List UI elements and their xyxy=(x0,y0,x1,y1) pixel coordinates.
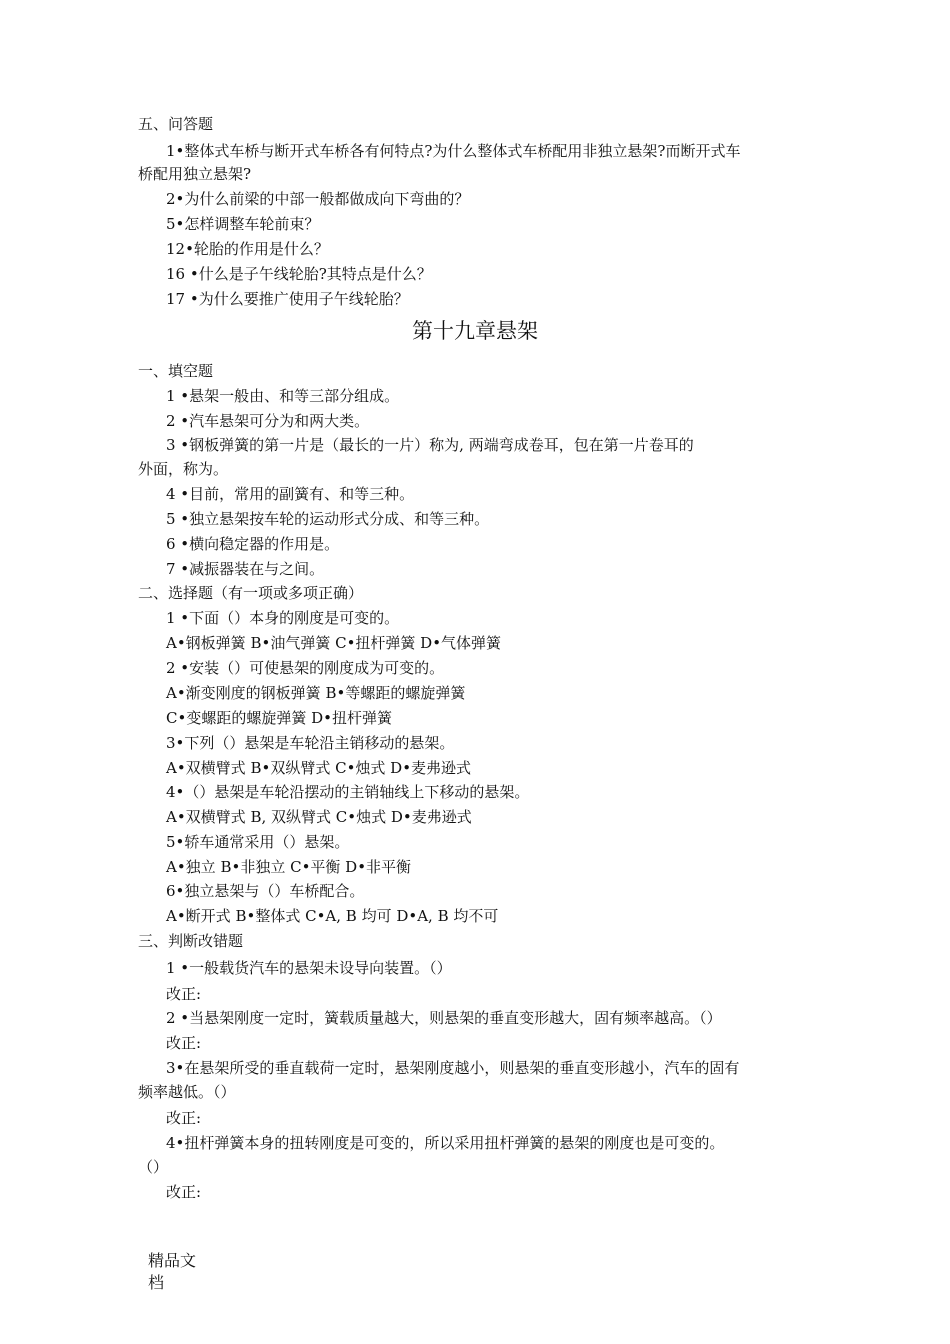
footer-line: 档 xyxy=(148,1273,165,1292)
question-text: 2 •当悬架刚度一定时，簧载质量越大，则悬架的垂直变形越大，固有频率越高。（） xyxy=(166,1009,722,1027)
section-heading-judge: 三、判断改错题 xyxy=(138,932,244,950)
question-text: 5•怎样调整车轮前束？ xyxy=(166,215,320,233)
question-text: 频率越低。（） xyxy=(138,1083,236,1101)
options-text: A•独立 B•非独立 C•平衡 D•非平衡 xyxy=(166,858,412,876)
options-text: A•断开式 B•整体式 C•A, B 均可 D•A, B 均不可 xyxy=(166,907,499,925)
correction-label: 改正: xyxy=(166,1183,202,1201)
footer-line: 精品文 xyxy=(148,1251,197,1270)
question-text: 1•整体式车桥与断开式车桥各有何特点?为什么整体式车桥配用非独立悬架?而断开式车 xyxy=(166,142,741,160)
footer-watermark xyxy=(148,1250,196,1294)
options-text: A•双横臂式 B•双纵臂式 C•烛式 D•麦弗逊式 xyxy=(166,759,472,777)
question-text: 1 •一般载货汽车的悬架未设导向装置。（） xyxy=(166,959,452,977)
question-text: 4 •目前，常用的副簧有、和等三种。 xyxy=(166,485,415,503)
chapter-title: 第十九章悬架 xyxy=(412,319,538,343)
question-text: （） xyxy=(138,1158,169,1176)
question-text: 5•轿车通常采用（）悬架。 xyxy=(166,833,350,851)
section-heading-fill: 一、填空题 xyxy=(138,362,214,380)
question-text: 1 •下面（）本身的刚度是可变的。 xyxy=(166,609,400,627)
section-heading-choice: 二、选择题（有一项或多项正确） xyxy=(138,584,364,602)
question-text: 6 •横向稳定器的作用是。 xyxy=(166,535,340,553)
question-text: 5 •独立悬架按车轮的运动形式分成、和等三种。 xyxy=(166,510,490,528)
question-text: 6•独立悬架与（）车桥配合。 xyxy=(166,882,365,900)
question-text: 2 •汽车悬架可分为和两大类。 xyxy=(166,412,370,430)
section-heading-qa: 五、问答题 xyxy=(138,115,214,133)
question-text: 4•扭杆弹簧本身的扭转刚度是可变的，所以采用扭杆弹簧的悬架的刚度也是可变的。 xyxy=(166,1134,725,1152)
question-text: 16 •什么是子午线轮胎?其特点是什么？ xyxy=(166,265,432,283)
question-text: 3•在悬架所受的垂直载荷一定时，悬架刚度越小，则悬架的垂直变形越小，汽车的固有 xyxy=(166,1059,740,1077)
question-text: 外面，称为。 xyxy=(138,460,229,478)
question-text: 12•轮胎的作用是什么？ xyxy=(166,240,329,258)
question-text: 17 •为什么要推广使用子午线轮胎？ xyxy=(166,290,409,308)
question-text: 2 •安装（）可使悬架的刚度成为可变的。 xyxy=(166,659,445,677)
question-text: 3 •钢板弹簧的第一片是（最长的一片）称为, 两端弯成卷耳，包在第一片卷耳的 xyxy=(166,436,694,454)
options-text: A•钢板弹簧 B•油气弹簧 C•扭杆弹簧 D•气体弹簧 xyxy=(166,634,502,652)
correction-label: 改正: xyxy=(166,1034,202,1052)
question-text: 1 •悬架一般由、和等三部分组成。 xyxy=(166,387,400,405)
question-text: 2•为什么前梁的中部一般都做成向下弯曲的？ xyxy=(166,190,470,208)
question-text: 3•下列（）悬架是车轮沿主销移动的悬架。 xyxy=(166,734,455,752)
correction-label: 改正: xyxy=(166,985,202,1003)
question-text: 7 •减振器装在与之间。 xyxy=(166,560,325,578)
correction-label: 改正: xyxy=(166,1109,202,1127)
options-text: C•变螺距的螺旋弹簧 D•扭杆弹簧 xyxy=(166,709,392,727)
options-text: A•渐变刚度的钢板弹簧 B•等螺距的螺旋弹簧 xyxy=(166,684,466,702)
options-text: A•双横臂式 B, 双纵臂式 C•烛式 D•麦弗逊式 xyxy=(166,808,472,826)
question-text: 桥配用独立悬架? xyxy=(138,165,252,183)
question-text: 4•（）悬架是车轮沿摆动的主销轴线上下移动的悬架。 xyxy=(166,783,530,801)
